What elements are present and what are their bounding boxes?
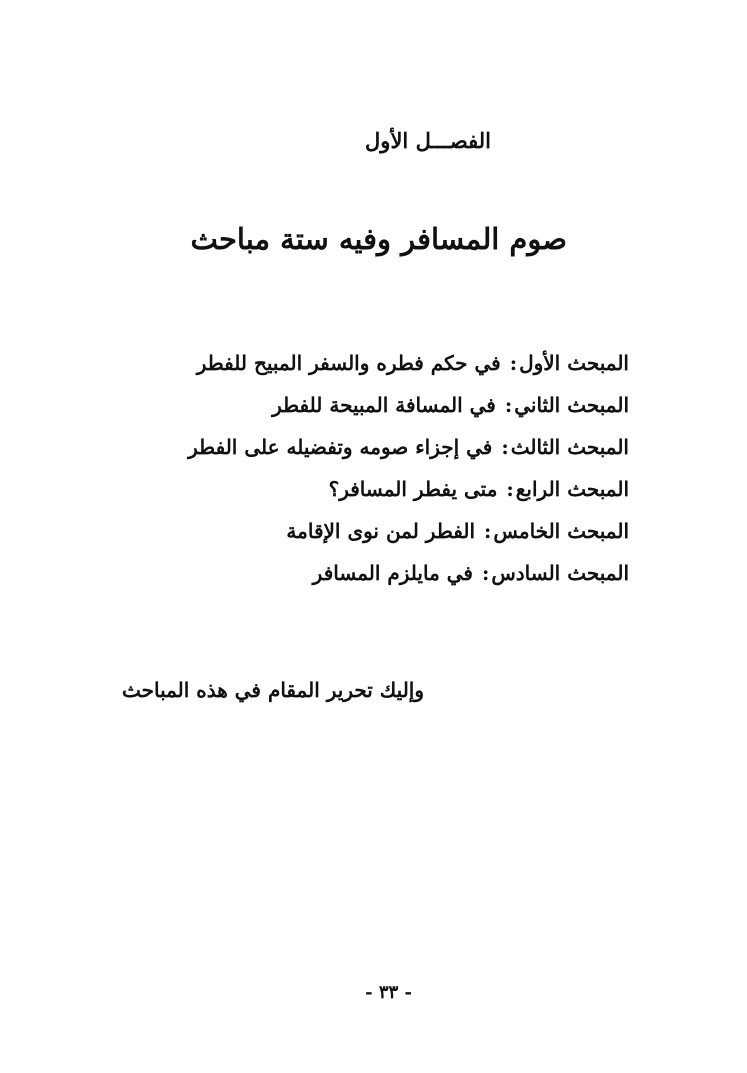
section-label: المبحث الثالث bbox=[510, 435, 629, 459]
section-topic: متى يفطر المسافر؟ bbox=[328, 477, 498, 501]
section-separator: : bbox=[483, 519, 492, 543]
section-topic: في إجزاء صومه وتفضيله على الفطر bbox=[188, 435, 493, 459]
section-label: المبحث السادس bbox=[491, 561, 629, 585]
chapter-title: الفصـــل الأول bbox=[365, 128, 491, 153]
section-item bbox=[188, 468, 629, 510]
chapter-subtitle: صوم المسافر وفيه ستة مباحث bbox=[190, 222, 567, 256]
section-label: المبحث الأول bbox=[519, 351, 629, 375]
sections-list bbox=[188, 342, 629, 594]
section-topic: في مايلزم المسافر bbox=[312, 561, 473, 585]
section-item bbox=[188, 342, 629, 384]
section-label: المبحث الثاني bbox=[514, 393, 629, 417]
section-separator: : bbox=[504, 393, 513, 417]
closing-line: وإليك تحرير المقام في هذه المباحث bbox=[121, 678, 424, 702]
section-topic: في حكم فطره والسفر المبيح للفطر bbox=[196, 351, 501, 375]
section-separator: : bbox=[509, 351, 518, 375]
section-item bbox=[188, 552, 629, 594]
section-item bbox=[188, 510, 629, 552]
section-separator: : bbox=[506, 477, 514, 501]
section-label: المبحث الخامس bbox=[493, 519, 629, 543]
section-item bbox=[188, 426, 629, 468]
section-topic: في المسافة المبيحة للفطر bbox=[272, 393, 496, 417]
section-item bbox=[188, 384, 629, 426]
section-separator: : bbox=[501, 435, 509, 459]
page-number: - ٣٣ - bbox=[365, 982, 412, 1003]
section-label: المبحث الرابع bbox=[515, 477, 629, 501]
section-separator: : bbox=[481, 561, 490, 585]
section-topic: الفطر لمن نوى الإقامة bbox=[286, 519, 476, 543]
